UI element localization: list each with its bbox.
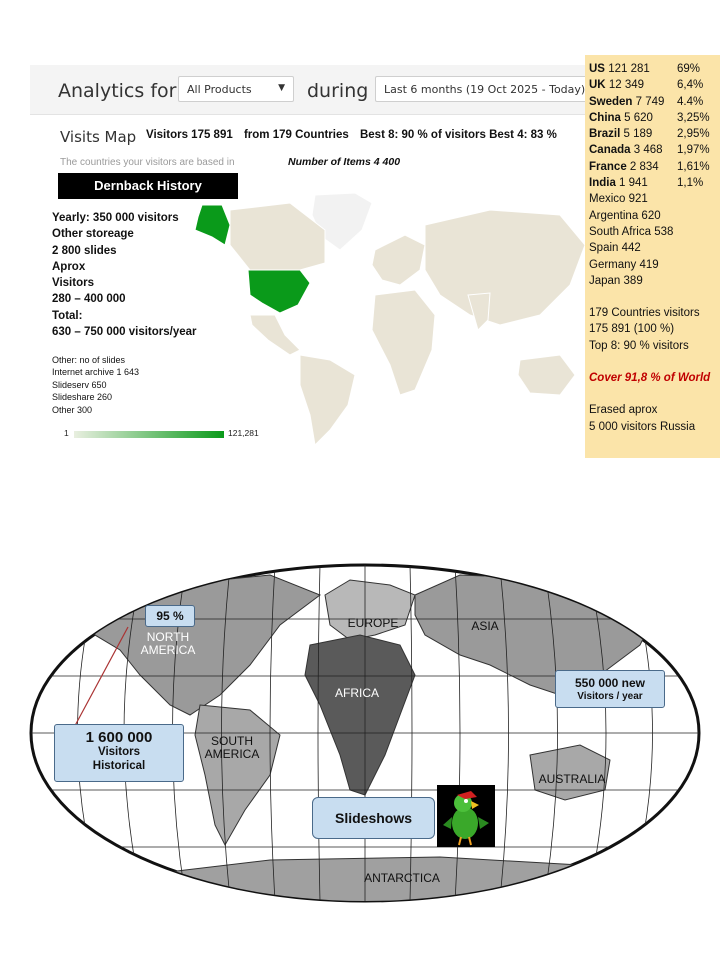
other-line: Other: no of slides (52, 355, 126, 365)
label-europe: EUROPE (347, 616, 399, 630)
country-pct: 2,95% (677, 128, 710, 141)
during-label: during (307, 80, 369, 102)
country-row (589, 144, 720, 160)
erased-note: 5 000 visitors Russia (589, 420, 696, 433)
chevron-down-icon: ▼ (278, 83, 285, 93)
country-row (589, 79, 720, 95)
summary-line: 2 800 slides (52, 244, 117, 257)
map-country-mexico (250, 315, 300, 355)
visitor-stats (146, 129, 565, 141)
countries-stat: from 179 Countries (243, 129, 349, 141)
country-count: 121 281 (608, 63, 650, 75)
country-name: India (589, 177, 616, 190)
label-africa: AFRICA (334, 686, 380, 700)
other-country: Japan 389 (589, 274, 643, 287)
country-row (589, 128, 720, 144)
country-pct: 1,61% (677, 160, 710, 173)
summary-line: 280 – 400 000 (52, 293, 126, 306)
historical-count: 1 600 000 (85, 729, 153, 746)
map-continent-asia (425, 210, 585, 325)
erased-note: Erased aprox (589, 404, 658, 417)
map-continent-south-america (300, 355, 355, 445)
other-line: Slideserv 650 (52, 379, 107, 390)
country-stats-box (585, 55, 720, 458)
product-select-value: All Products (187, 83, 252, 96)
visits-world-map (150, 175, 590, 450)
new-visitors-count: 550 000 new (574, 676, 646, 690)
slideshows-callout: Slideshows (312, 797, 435, 839)
other-line: Internet archive 1 643 (52, 367, 140, 378)
map-country-alaska (195, 205, 230, 245)
label-australia: AUSTRALIA (538, 772, 606, 786)
country-count: 3 468 (633, 144, 663, 157)
historical-label-2: Historical (92, 760, 146, 772)
country-row (589, 96, 720, 112)
north-america-pct-callout: 95 % (145, 605, 195, 627)
country-count: 12 349 (608, 79, 645, 92)
country-row (589, 161, 720, 177)
new-visitors-label: Visitors / year (577, 691, 643, 702)
label-north-america-2: AMERICA (140, 643, 196, 657)
other-country: South Africa 538 (589, 225, 674, 238)
visits-map-title: Visits Map (60, 128, 137, 146)
country-name: Brazil (589, 128, 621, 141)
country-count: 2 834 (629, 160, 659, 173)
other-country: Spain 442 (589, 242, 641, 255)
country-count: 5 189 (623, 128, 653, 141)
country-row (589, 112, 720, 128)
summary-line: Total: (52, 309, 83, 322)
parrot-icon (437, 785, 495, 847)
legend-min: 1 (64, 428, 69, 438)
totals-line: Top 8: 90 % visitors (589, 339, 689, 352)
other-storage-list (52, 354, 139, 416)
country-pct: 1,97% (677, 144, 710, 157)
label-antarctica: ANTARCTICA (364, 871, 440, 885)
map-country-australia (518, 355, 575, 395)
map-country-us (248, 270, 310, 313)
country-count: 5 620 (624, 111, 653, 124)
other-line: Slideshare 260 (52, 392, 113, 403)
summary-line: 630 – 750 000 visitors/year (52, 326, 197, 339)
map-continent-africa (372, 290, 435, 395)
summary-line: Visitors (52, 277, 94, 290)
product-select[interactable] (178, 76, 294, 102)
dernback-history-banner: Dernback History (58, 173, 238, 199)
date-range-value: Last 6 months (19 Oct 2025 - Today) (384, 83, 586, 96)
summary-line: Other storeage (52, 228, 134, 241)
summary-line: Yearly: 350 000 visitors (52, 212, 179, 224)
label-asia: ASIA (471, 619, 499, 633)
map-color-legend (62, 427, 302, 441)
country-pct: 6,4% (677, 79, 704, 92)
legend-max: 121,281 (228, 428, 259, 438)
country-pct: 1,1% (677, 177, 704, 190)
number-of-items: Number of Items 4 400 (288, 156, 401, 168)
country-pct: 3,25% (677, 111, 710, 124)
historical-visitors-callout (54, 724, 184, 782)
totals-line: 179 Countries visitors (589, 307, 700, 320)
new-visitors-callout (555, 670, 665, 708)
country-row (589, 63, 720, 79)
legend-gradient-bar (74, 431, 224, 438)
other-country: Mexico 921 (589, 193, 648, 206)
country-name: Sweden (589, 95, 633, 108)
analytics-for-label: Analytics for (58, 80, 177, 102)
coverage-note: Cover 91,8 % of World (589, 372, 711, 385)
analytics-panel (30, 65, 590, 455)
country-count: 7 749 (635, 95, 665, 108)
country-name: France (589, 160, 627, 173)
country-name: China (589, 111, 621, 124)
summary-line: Aprox (52, 260, 86, 273)
country-name: UK (589, 79, 606, 92)
other-line: Other 300 (52, 404, 93, 415)
country-pct: 69% (677, 63, 701, 75)
map-continent-europe (372, 235, 425, 285)
country-row (589, 177, 720, 193)
yearly-summary (52, 210, 197, 340)
map-subtitle: The countries your visitors are based in (60, 157, 235, 168)
best-stat: Best 8: 90 % of visitors Best 4: 83 % (359, 129, 557, 141)
country-name: US (589, 63, 605, 75)
historical-label-1: Visitors (98, 746, 140, 758)
label-south-america-2: AMERICA (204, 747, 260, 761)
visitors-stat: Visitors 175 891 (146, 129, 233, 141)
totals-line: 175 891 (100 %) (589, 323, 675, 336)
other-country: Argentina 620 (589, 209, 661, 222)
country-count: 1 941 (619, 177, 648, 190)
country-name: Canada (589, 144, 631, 157)
map-country-canada (230, 203, 325, 270)
analytics-header (30, 65, 590, 115)
other-country: Germany 419 (589, 258, 659, 271)
label-north-america-1: NORTH (146, 630, 190, 644)
label-south-america-1: SOUTH (211, 734, 253, 748)
country-pct: 4.4% (677, 95, 704, 108)
date-range-select[interactable] (375, 76, 590, 102)
